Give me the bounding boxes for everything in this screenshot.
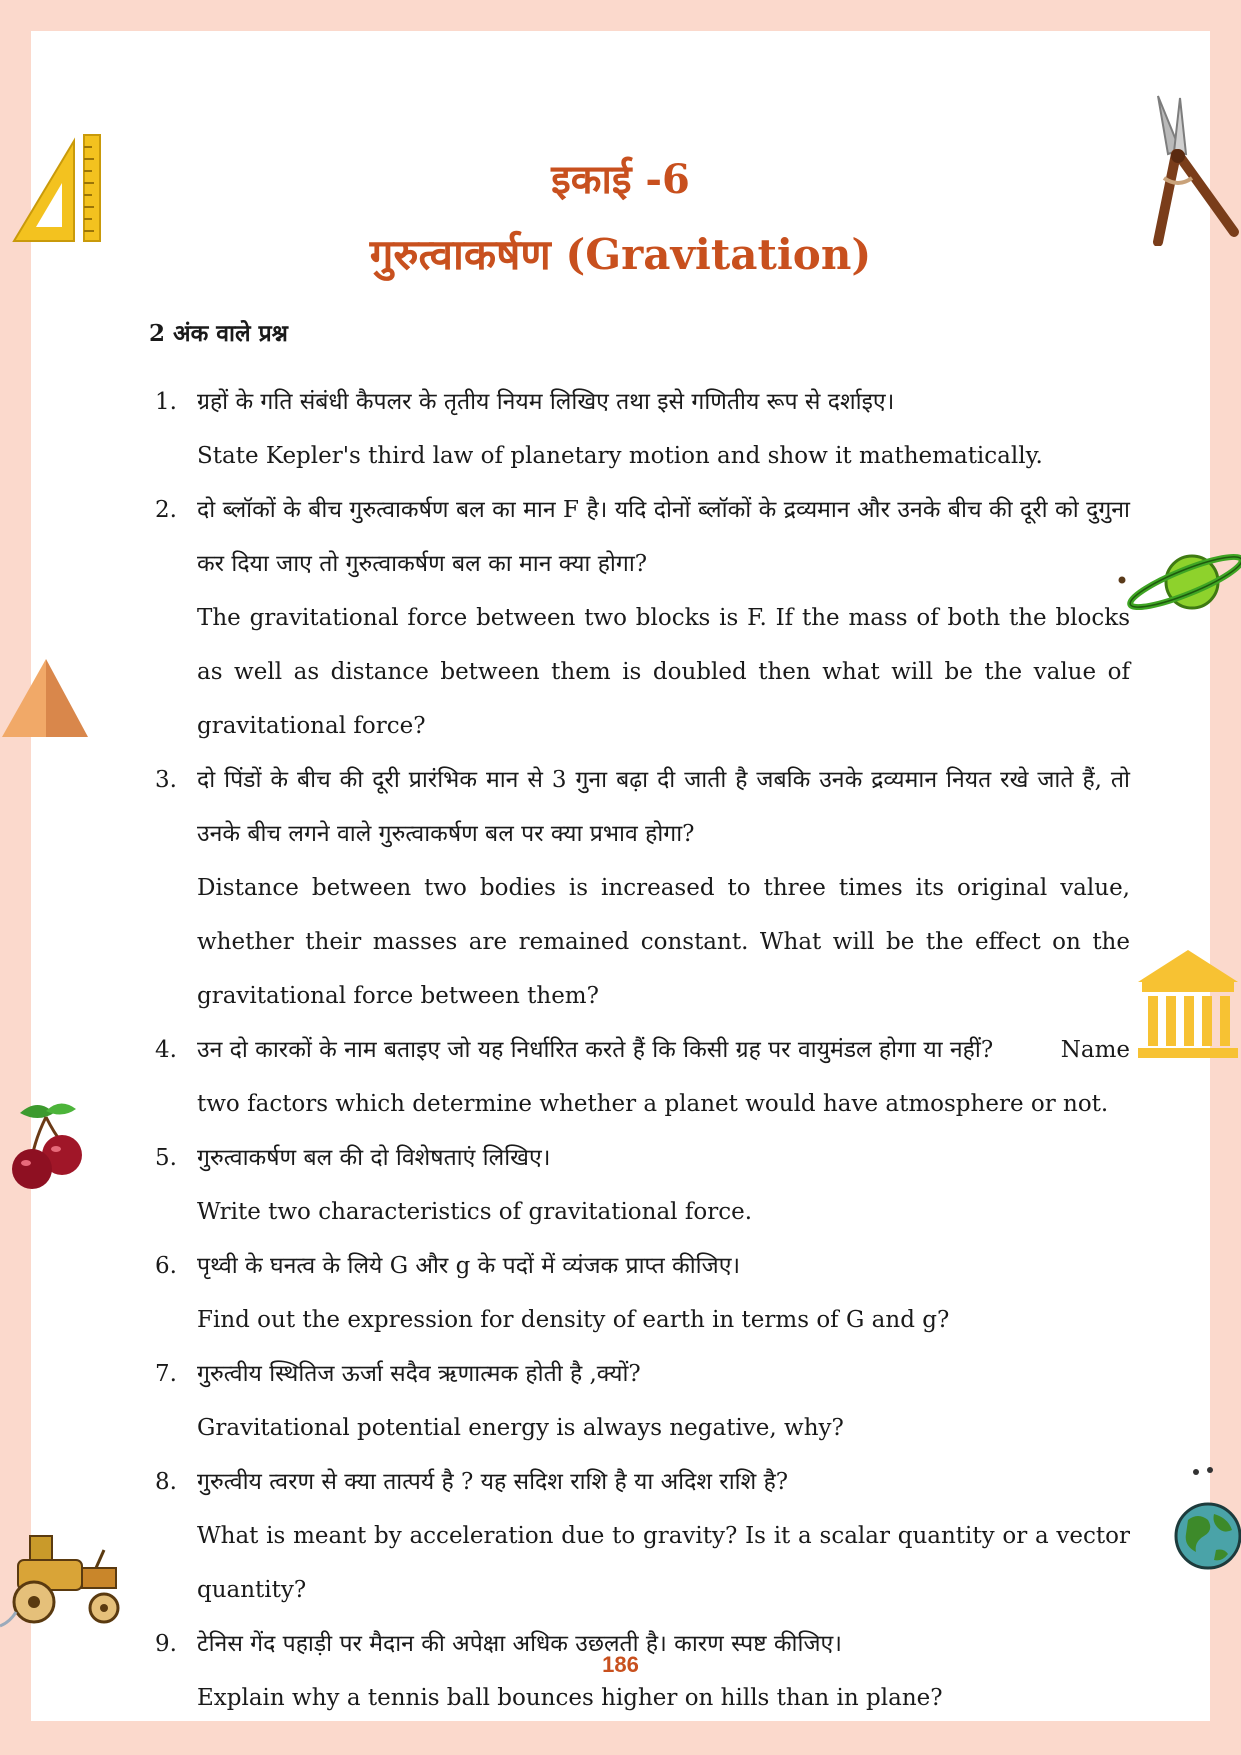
steam-carriage-icon: [0, 1530, 130, 1640]
question-item: [155, 375, 1130, 483]
question-hindi: गुरुत्वीय त्वरण से क्या तात्पर्य है ? यह सदिश राशि है या अदिश राशि है?: [197, 1469, 789, 1495]
question-item: [155, 1239, 1130, 1347]
question-hindi: गुरुत्वाकर्षण बल की दो विशेषताएं लिखिए।: [197, 1145, 551, 1171]
question-english: The gravitational force between two blocks is F. If the mass of both the blocks as well as distance between them is doubled then what will be the value of gravitational force?: [197, 605, 1130, 739]
question-english: two factors which determine whether a planet would have atmosphere or not.: [197, 1091, 1109, 1117]
page-number: 186: [602, 1652, 639, 1677]
question-number: 6.: [155, 1253, 177, 1279]
question-number: 9.: [155, 1631, 177, 1657]
cherries-icon: [6, 1097, 88, 1197]
question-english: State Kepler's third law of planetary motion and show it mathematically.: [197, 443, 1043, 469]
question-english: What is meant by acceleration due to gravity? Is it a scalar quantity or a vector quantity?: [197, 1523, 1130, 1603]
question-hindi-with-english-lead: [197, 1023, 1130, 1077]
question-list: [155, 375, 1130, 1725]
question-hindi: गुरुत्वीय स्थितिज ऊर्जा सदैव ऋणात्मक होती है ,क्यों?: [197, 1361, 641, 1387]
question-item: [155, 1131, 1130, 1239]
chapter-title: गुरुत्वाकर्षण (Gravitation): [369, 230, 872, 279]
question-item: [155, 753, 1130, 1023]
question-item: [155, 483, 1130, 753]
earth-globe-icon: [1168, 1466, 1241, 1574]
pyramid-icon: [0, 655, 90, 741]
question-english: Explain why a tennis ball bounces higher on hills than in plane?: [197, 1685, 943, 1711]
question-english-lead: Name: [1060, 1037, 1130, 1063]
question-hindi: उन दो कारकों के नाम बताइए जो यह निर्धारित करते हैं कि किसी ग्रह पर वायुमंडल होगा या नहीं?: [197, 1037, 994, 1063]
question-number: 4.: [155, 1037, 177, 1063]
question-item: [155, 1023, 1130, 1131]
question-number: 5.: [155, 1145, 177, 1171]
question-hindi: टेनिस गेंद पहाड़ी पर मैदान की अपेक्षा अधिक उछलती है। कारण स्पष्ट कीजिए।: [197, 1631, 842, 1657]
saturn-planet-icon: [1118, 540, 1241, 622]
question-item: [155, 1455, 1130, 1617]
question-english: Write two characteristics of gravitational force.: [197, 1199, 753, 1225]
question-number: 8.: [155, 1469, 177, 1495]
question-number: 3.: [155, 767, 177, 793]
question-item: [155, 1347, 1130, 1455]
section-heading: 2 अंक वाले प्रश्न: [149, 320, 288, 347]
question-number: 2.: [155, 497, 177, 523]
question-hindi: पृथ्वी के घनत्व के लिये G और g के पदों में व्यंजक प्राप्त कीजिए।: [197, 1253, 741, 1279]
greek-temple-icon: [1136, 948, 1241, 1060]
question-number: 7.: [155, 1361, 177, 1387]
unit-title: इकाई -6: [551, 156, 690, 203]
question-hindi: दो ब्लॉकों के बीच गुरुत्वाकर्षण बल का मान F है। यदि दोनों ब्लॉकों के द्रव्यमान और उनके बीच की दूरी को दुगुना कर दिया जाए तो गुरुत्वाकर्षण बल का मान क्या होगा?: [197, 497, 1130, 577]
question-hindi: ग्रहों के गति संबंधी कैपलर के तृतीय नियम लिखिए तथा इसे गणितीय रूप से दर्शाइए।: [197, 389, 895, 415]
question-english: Distance between two bodies is increased to three times its original value, whether their masses are remained constant. What will be the effect on the gravitational force between them?: [197, 875, 1130, 1009]
question-number: 1.: [155, 389, 177, 415]
question-english: Find out the expression for density of earth in terms of G and g?: [197, 1307, 950, 1333]
question-english: Gravitational potential energy is always negative, why?: [197, 1415, 844, 1441]
question-hindi: दो पिंडों के बीच की दूरी प्रारंभिक मान से 3 गुना बढ़ा दी जाती है जबकि उनके द्रव्यमान नियत रखे जाते हैं, तो उनके बीच लगने वाले गुरुत्वाकर्षण बल पर क्या प्रभाव होगा?: [197, 767, 1130, 847]
